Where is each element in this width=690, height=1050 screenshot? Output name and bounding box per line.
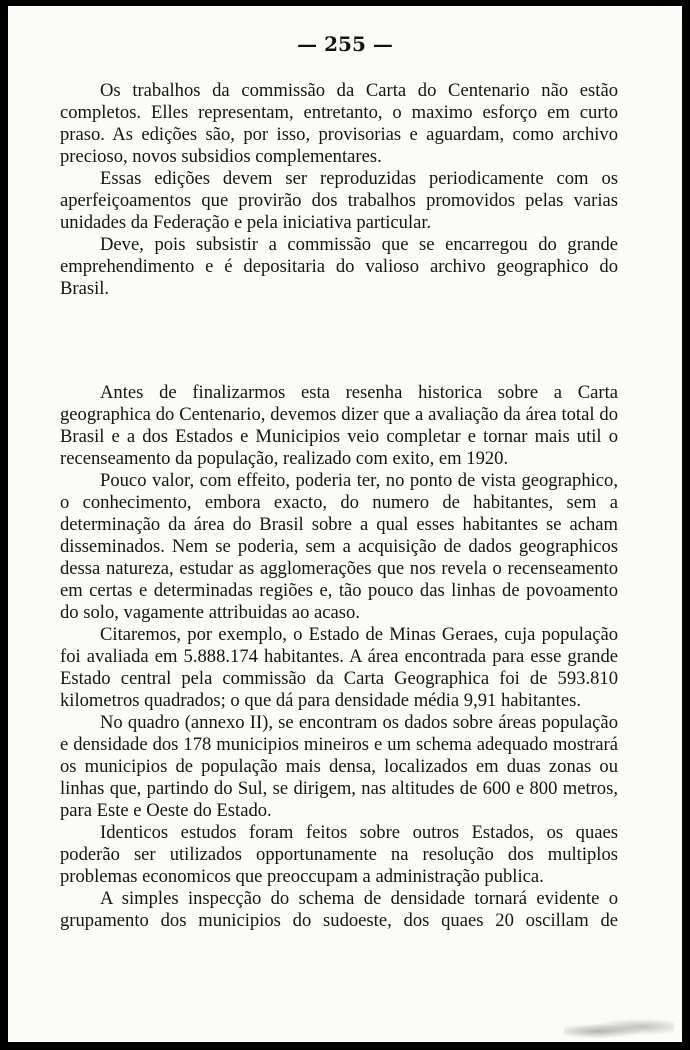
paragraph: Essas edições devem ser reproduzidas periodicamente com os aperfeiçoamentos que provirão dos trabalhos promovidos pelas varias unidades da Federação e pela iniciativa particular. xyxy=(60,168,618,233)
paragraph: Citaremos, por exemplo, o Estado de Minas Geraes, cuja população foi avaliada em 5.888.174 habitantes. A área encontrada para esse grande Estado central pela commissão da Carta Geographica foi de 593.810 kilometros quadrados; o que dá para densidade média 9,91 habitantes. xyxy=(60,624,618,711)
text-block-commission xyxy=(60,80,618,300)
paragraph: Os trabalhos da commissão da Carta do Centenario não estão completos. Elles representam, entretanto, o maximo esforço em curto praso. As edições são, por isso, provisorias e aguardam, como archivo precioso, novos subsidios complementares. xyxy=(60,80,618,167)
paragraph: A simples inspecção do schema de densidade tornará evidente o grupamento dos municipios do sudoeste, dos quaes 20 oscillam de xyxy=(60,888,618,931)
paragraph: No quadro (annexo II), se encontram os dados sobre áreas população e densidade dos 178 municipios mineiros e um schema adequado mostrará os municipios de população mais densa, localizados em duas zonas ou linhas que, partindo do Sul, se dirigem, nas altitudes de 600 e 800 metros, para Este e Oeste do Estado. xyxy=(60,712,618,821)
ink-smudge xyxy=(564,1018,674,1040)
document-page xyxy=(8,6,682,1042)
paragraph: Identicos estudos foram feitos sobre outros Estados, os quaes poderão ser utilizados opportunamente na resolução dos multiplos problemas economicos que preoccupam a administração publica. xyxy=(60,822,618,887)
text-block-area-population xyxy=(60,382,618,932)
paragraph: Pouco valor, com effeito, poderia ter, no ponto de vista geographico, o conhecimento, embora exacto, do numero de habitantes, sem a determinação da área do Brasil sobre a qual esses habitantes se acham disseminados. Nem se poderia, sem a acquisição de dados geographicos dessa natureza, estudar as agglomerações que nos revela o recenseamento em certas e determinadas regiões e, tão pouco das linhas de povoamento do solo, vagamente attribuidas ao acaso. xyxy=(60,470,618,623)
page-number: — 255 — xyxy=(297,32,393,56)
paragraph: Deve, pois subsistir a commissão que se encarregou do grande emprehendimento e é depositaria do valioso archivo geographico do Brasil. xyxy=(60,234,618,299)
paragraph: Antes de finalizarmos esta resenha historica sobre a Carta geographica do Centenario, devemos dizer que a avaliação da área total do Brasil e a dos Estados e Municipios veio completar e tornar mais util o recenseamento da população, realizado com exito, em 1920. xyxy=(60,382,618,469)
